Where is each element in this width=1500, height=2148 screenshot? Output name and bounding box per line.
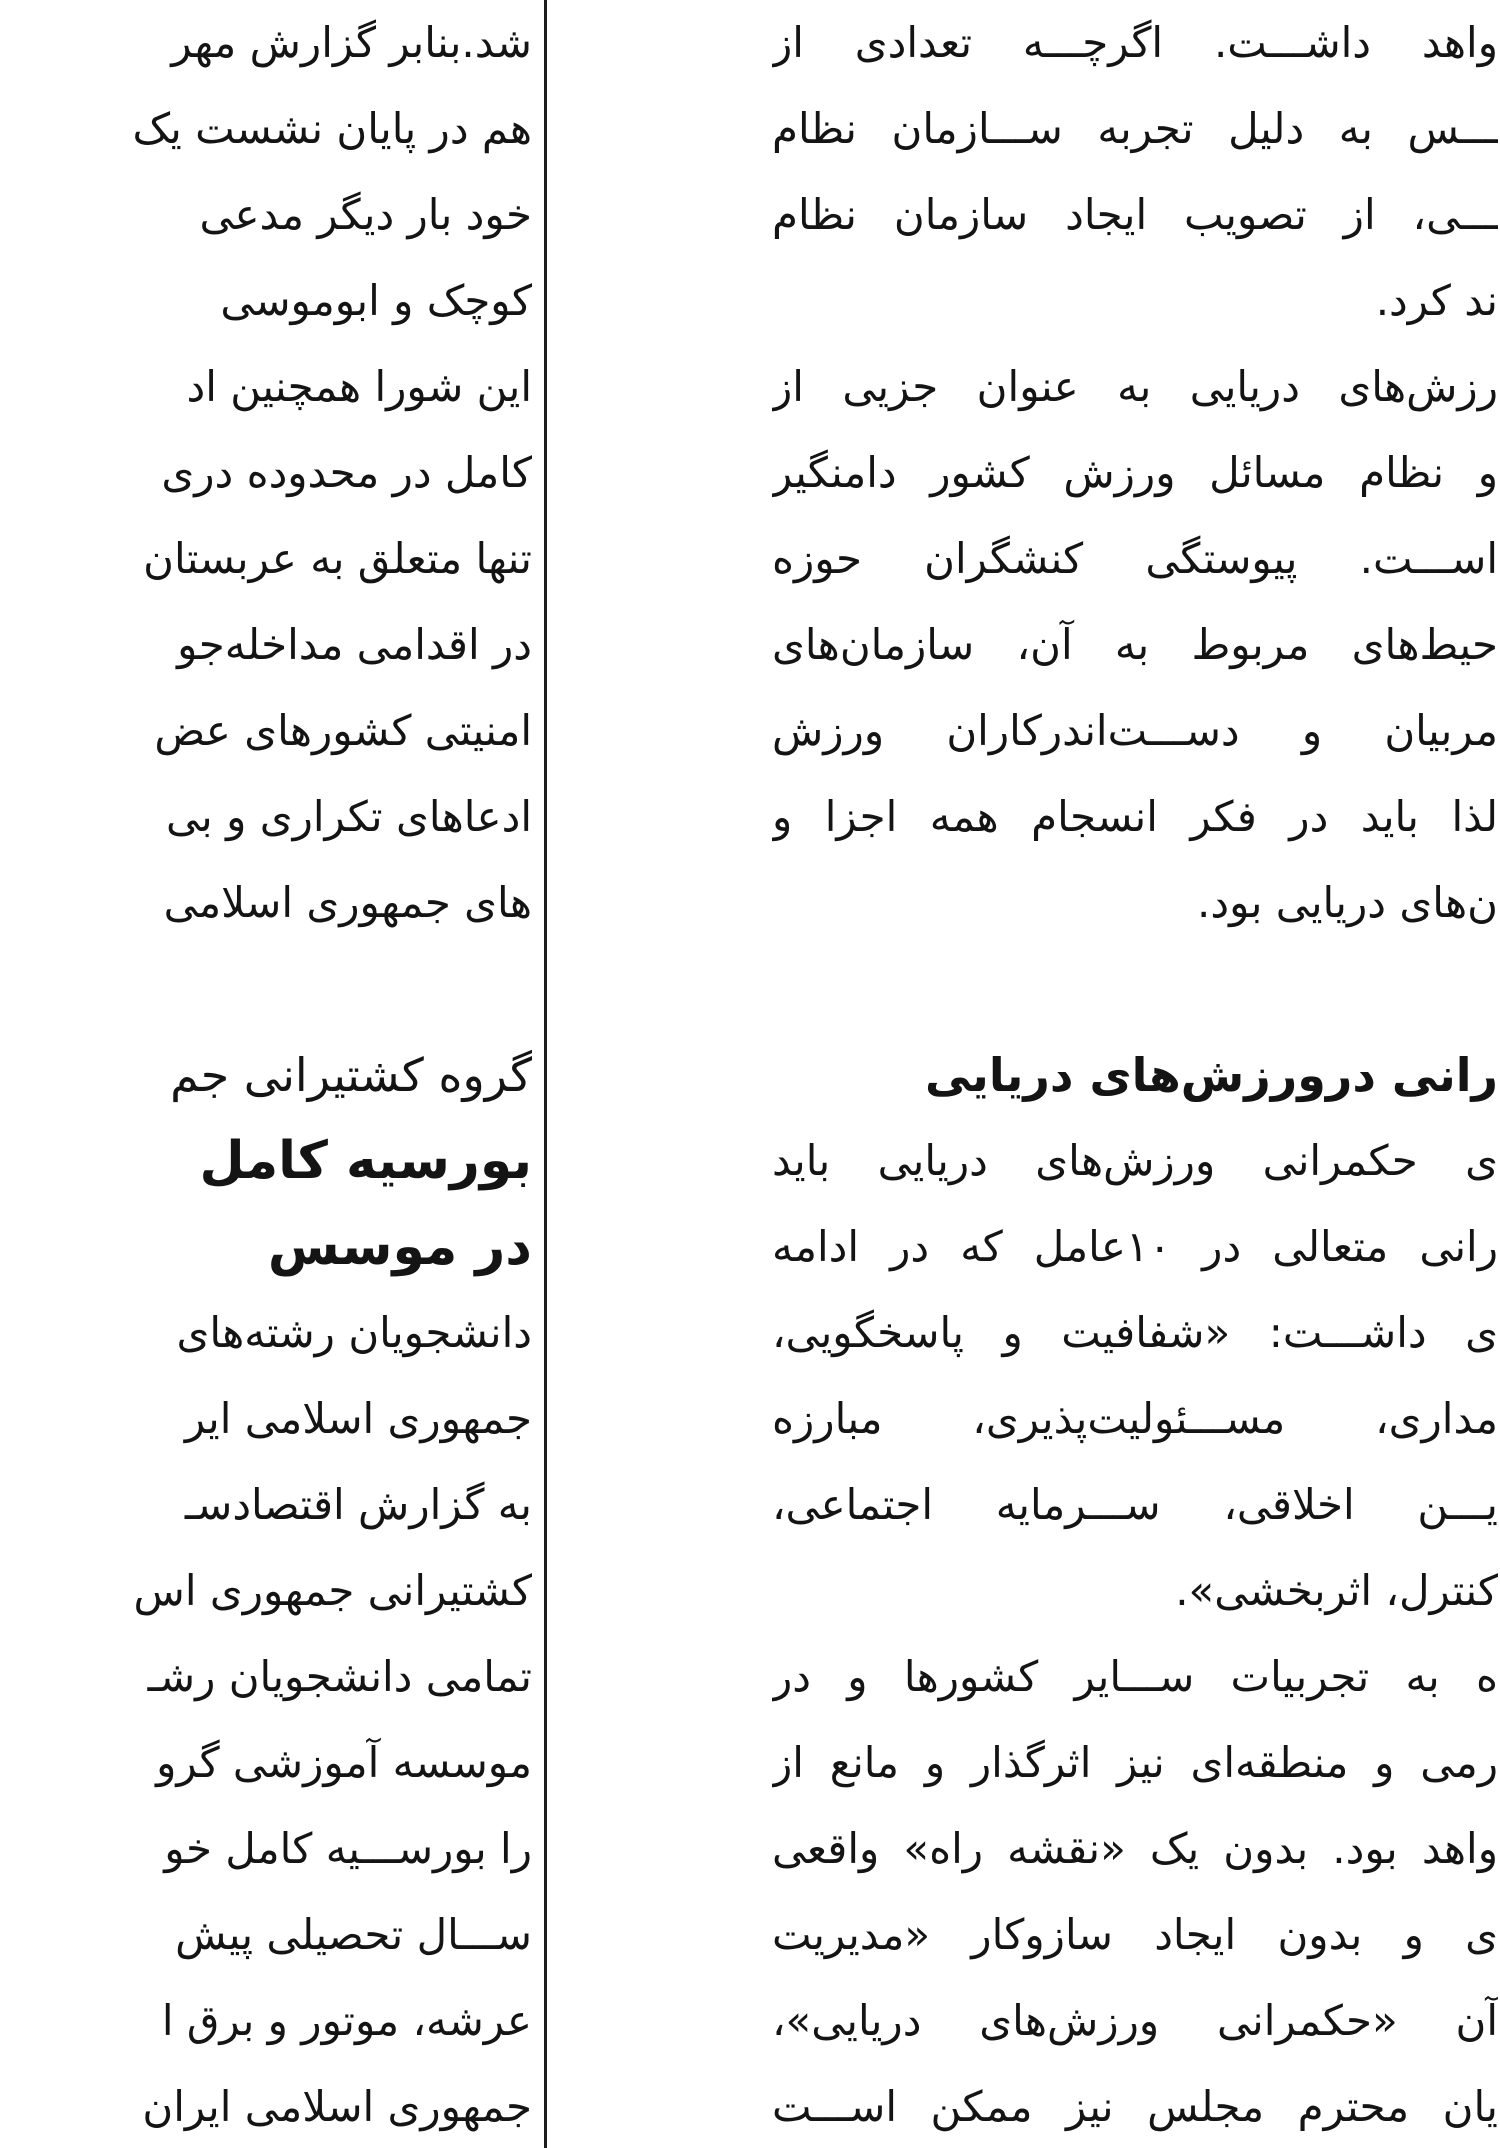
left-body-line: خود بار دیگر مدعی (199, 190, 532, 239)
left-kicker: گروه کشتیرانی جم (170, 1048, 532, 1102)
right-body-line: ند کرد. (1375, 276, 1498, 325)
left-body-line: جمهوری اسلامی ایران (142, 2082, 532, 2131)
left-body-line: تمامی دانشجویان رشـ (147, 1652, 532, 1701)
right-body-line: ی حکمرانی ورزش‌های دریایی باید (772, 1136, 1498, 1185)
right-body-line: و نظام مسائل ورزش کشور دامنگیر (772, 448, 1498, 497)
right-body-line: کنترل، اثربخشی». (1175, 1566, 1498, 1615)
right-body-line: لذا باید در فکر انسجام همه اجزا و (772, 792, 1498, 841)
left-body-line: به گزارش اقتصادسـ (184, 1480, 532, 1529)
right-body-line: ـــی، از تصویب ایجاد سازمان نظام (772, 190, 1498, 239)
left-body-line: کامل در محدوده دری (161, 448, 532, 497)
left-body-line: شد.بنابر گزارش مهر (171, 18, 532, 67)
right-body-line: مربیان و دســـت‌اندرکاران ورزش (772, 706, 1498, 755)
left-body-line: های جمهوری اسلامی (163, 878, 532, 927)
blank-line (0, 946, 532, 1032)
right-body-line: ه به تجربیات ســـایر کشورها و در (772, 1652, 1498, 1701)
blank-line (772, 946, 1498, 1032)
left-body-line: ادعاهای تکراری و بی (166, 792, 532, 841)
left-body-line: کشتیرانی جمهوری اس (133, 1566, 532, 1615)
left-body-line: تنها متعلق به عربستان (143, 534, 532, 583)
right-body-line: مداری، مســـئولیت‌پذیری، مبارزه (772, 1394, 1498, 1443)
left-body-line: موسسه آموزشی گرو (156, 1738, 532, 1787)
column-rule (544, 0, 547, 2148)
right-body-line: اســـت. پیوستگی کنشگران حوزه (772, 534, 1498, 583)
right-body-line: یان محترم مجلس نیز ممکن اســـت (772, 2082, 1498, 2131)
left-column (0, 0, 532, 2148)
left-body-line: در اقدامی مداخله‌جو (177, 620, 532, 669)
left-headline-line: در موسس (267, 1217, 532, 1277)
right-body-line: رزش‌های دریایی به عنوان جزیی از (772, 362, 1498, 411)
right-body-line: واهد داشـــت. اگرچـــه تعدادی از (772, 18, 1498, 67)
left-headline-line: بورسیه کامل (199, 1131, 532, 1191)
left-body-line: امنیتی کشورهای عض (154, 706, 532, 755)
right-body-line: حیط‌های مربوط به آن، سازمان‌های (772, 620, 1498, 669)
right-heading: رانی درورزش‌های دریایی (925, 1048, 1498, 1102)
left-body-line: جمهوری اسلامی ایر (184, 1394, 532, 1443)
left-body-line: هم در پایان نشست یک (132, 104, 532, 153)
left-body-line: عرشه، موتور و برق ا (161, 1996, 532, 2045)
left-body-line: دانشجویان رشته‌های (176, 1308, 532, 1357)
right-body-line: رمی و منطقه‌ای نیز اثرگذار و مانع از (772, 1738, 1498, 1787)
right-body-line: ـــس به دلیل تجربه ســـازمان نظام (772, 104, 1498, 153)
left-body-line: این شورا همچنین اد (186, 362, 532, 411)
right-body-line: آن «حکمرانی ورزش‌های دریایی»، (772, 1996, 1498, 2045)
right-body-line: ن‌های دریایی بود. (1197, 878, 1498, 927)
left-body-line: را بورســـیه کامل خو (164, 1824, 532, 1873)
right-column (772, 0, 1498, 2148)
left-body-line: کوچک و ابوموسی (220, 276, 532, 325)
left-body-line: ســـال تحصیلی پیش (175, 1910, 532, 1959)
right-body-line: ی و بدون ایجاد سازوکار «مدیریت (772, 1910, 1498, 1959)
right-body-line: واهد بود. بدون یک «نقشه راه» واقعی (772, 1824, 1498, 1873)
right-body-line: ی داشـــت: «شفافیت و پاسخگویی، (772, 1308, 1498, 1357)
right-body-line: یـــن اخلاقی، ســـرمایه اجتماعی، (772, 1480, 1498, 1529)
right-body-line: رانی متعالی در ۱۰عامل که در ادامه (772, 1222, 1498, 1271)
